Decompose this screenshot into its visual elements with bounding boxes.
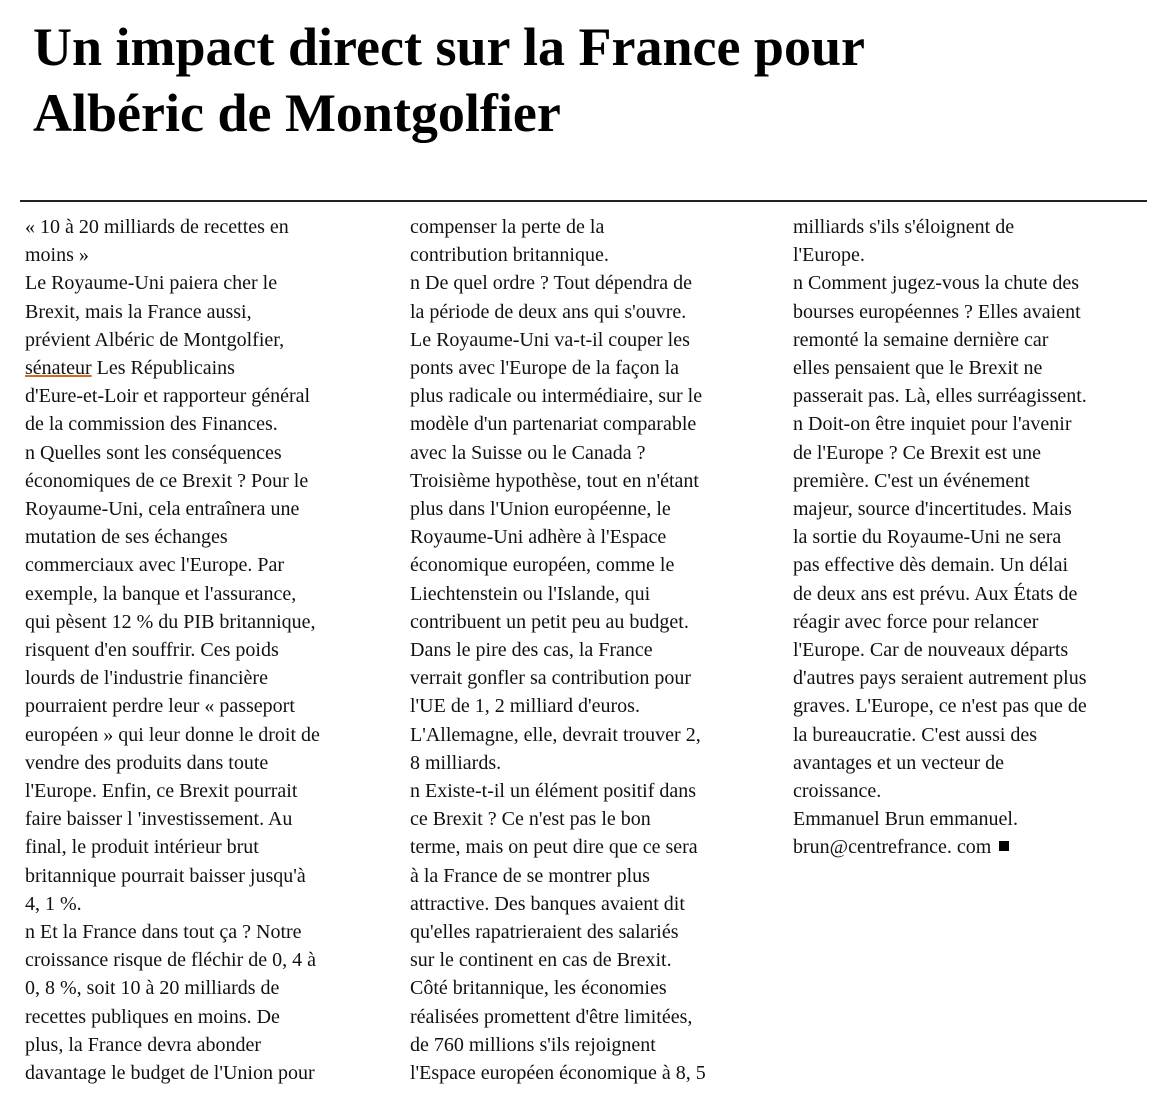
- text-line: croissance.: [793, 780, 882, 803]
- end-of-article-square-icon: [999, 841, 1009, 851]
- text-line: n Existe-t-il un élément positif dans: [410, 780, 697, 803]
- text-line: graves. L'Europe, ce n'est pas que de: [793, 695, 1087, 718]
- text-line: elles pensaient que le Brexit ne: [793, 357, 1043, 380]
- text-line: ponts avec l'Europe de la façon la: [410, 357, 680, 380]
- text-line: avantages et un vecteur de: [793, 751, 1005, 774]
- text-line: commerciaux avec l'Europe. Par: [25, 554, 285, 577]
- text-line: n Quelles sont les conséquences: [25, 441, 282, 464]
- text-line: moins »: [25, 244, 89, 267]
- text-line: croissance risque de fléchir de 0, 4 à: [25, 949, 316, 972]
- text-line: d'autres pays seraient autrement plus: [793, 667, 1087, 690]
- headline-line-1: Un impact direct sur la France pour: [33, 17, 865, 77]
- text-line: plus radicale ou intermédiaire, sur le: [410, 385, 703, 408]
- text-line: davantage le budget de l'Union pour: [25, 1062, 315, 1085]
- text-line: britannique pourrait baisser jusqu'à: [25, 864, 306, 887]
- text-line: Royaume-Uni adhère à l'Espace: [410, 526, 667, 549]
- text-line: 4, 1 %.: [25, 892, 82, 915]
- text-line: Royaume-Uni, cela entraînera une: [25, 498, 300, 521]
- text-line: milliards s'ils s'éloignent de: [793, 216, 1015, 238]
- text-line: l'Europe. Enfin, ce Brexit pourrait: [25, 780, 298, 803]
- text-line: prévient Albéric de Montgolfier,: [25, 328, 285, 351]
- text-line: Dans le pire des cas, la France: [410, 639, 653, 662]
- text-line: verrait gonfler sa contribution pour: [410, 667, 692, 690]
- text-line: mutation de ses échanges: [25, 526, 228, 549]
- text-line: plus dans l'Union européenne, le: [410, 498, 671, 521]
- text-line: Brexit, mais la France aussi,: [25, 300, 252, 323]
- text-line: l'Espace européen économique à 8, 5: [410, 1062, 706, 1085]
- text-line: passerait pas. Là, elles surréagissent.: [793, 385, 1087, 408]
- text-line: [25, 354, 385, 382]
- text-line: majeur, source d'incertitudes. Mais: [793, 498, 1072, 521]
- text-line: recettes publiques en moins. De: [25, 1005, 280, 1028]
- text-line: sur le continent en cas de Brexit.: [410, 949, 672, 972]
- article-headline: [33, 14, 1143, 146]
- text-line: exemple, la banque et l'assurance,: [25, 582, 297, 605]
- text-line: attractive. Des banques avaient dit: [410, 892, 685, 915]
- text-line: Le Royaume-Uni va-t-il couper les: [410, 328, 690, 351]
- text-line: brun@centrefrance. com: [793, 833, 1148, 861]
- text-line: 0, 8 %, soit 10 à 20 milliards de: [25, 977, 280, 1000]
- text-line: économique européen, comme le: [410, 554, 675, 577]
- text-line: bourses européennes ? Elles avaient: [793, 300, 1081, 323]
- text-line: remonté la semaine dernière car: [793, 328, 1049, 351]
- text-line: réalisées promettent d'être limitées,: [410, 1005, 693, 1028]
- text-line: modèle d'un partenariat comparable: [410, 413, 697, 436]
- text-line: n Comment jugez-vous la chute des: [793, 272, 1080, 295]
- text-line: Côté britannique, les économies: [410, 977, 667, 1000]
- article-column-3: [793, 213, 1148, 862]
- text-line: Le Royaume-Uni paiera cher le: [25, 272, 278, 295]
- text-line: économiques de ce Brexit ? Pour le: [25, 469, 309, 492]
- text-line: vendre des produits dans toute: [25, 751, 269, 774]
- text-line: contribution britannique.: [410, 244, 609, 267]
- highlighted-word: sénateur: [25, 357, 92, 380]
- text-line: d'Eure-et-Loir et rapporteur général: [25, 385, 311, 408]
- text-line: première. C'est un événement: [793, 469, 1030, 492]
- text-line: qu'elles rapatrieraient des salariés: [410, 921, 679, 944]
- text-line: faire baisser l 'investissement. Au: [25, 808, 293, 831]
- text-line: « 10 à 20 milliards de recettes en: [25, 216, 289, 238]
- text-line: pourraient perdre leur « passeport: [25, 695, 295, 718]
- text-line: la bureaucratie. C'est aussi des: [793, 723, 1038, 746]
- text-line: ce Brexit ? Ce n'est pas le bon: [410, 808, 651, 831]
- text-line: l'Europe. Car de nouveaux départs: [793, 639, 1069, 662]
- text-line: de l'Europe ? Ce Brexit est une: [793, 441, 1041, 464]
- text-line: lourds de l'industrie financière: [25, 667, 268, 690]
- text-line: final, le produit intérieur brut: [25, 836, 259, 859]
- text-line: de la commission des Finances.: [25, 413, 278, 436]
- text-line: qui pèsent 12 % du PIB britannique,: [25, 610, 316, 633]
- headline-line-2: Albéric de Montgolfier: [33, 83, 561, 143]
- text-line: de deux ans est prévu. Aux États de: [793, 582, 1078, 605]
- text-line: l'UE de 1, 2 milliard d'euros.: [410, 695, 640, 718]
- text-line: n Doit-on être inquiet pour l'avenir: [793, 413, 1072, 436]
- text-line: 8 milliards.: [410, 751, 502, 774]
- text-line: Emmanuel Brun emmanuel.: [793, 808, 1018, 831]
- text-line: la période de deux ans qui s'ouvre.: [410, 300, 687, 323]
- text-line: risquent d'en souffrir. Ces poids: [25, 639, 279, 662]
- article-column-1: [25, 213, 385, 1087]
- text-line: terme, mais on peut dire que ce sera: [410, 836, 698, 859]
- article-column-2: [410, 213, 770, 1087]
- text-line: Troisième hypothèse, tout en n'étant: [410, 469, 699, 492]
- headline-divider: [20, 200, 1147, 202]
- text-line: L'Allemagne, elle, devrait trouver 2,: [410, 723, 701, 746]
- text-line: européen » qui leur donne le droit de: [25, 723, 320, 746]
- text-line: contribuent un petit peu au budget.: [410, 610, 689, 633]
- text-line: Liechtenstein ou l'Islande, qui: [410, 582, 651, 605]
- text-line: l'Europe.: [793, 244, 865, 267]
- text-line: de 760 millions s'ils rejoignent: [410, 1033, 656, 1056]
- text-line: compenser la perte de la: [410, 216, 605, 238]
- text-line: n De quel ordre ? Tout dépendra de: [410, 272, 693, 295]
- text-line: à la France de se montrer plus: [410, 864, 650, 887]
- text-line: plus, la France devra abonder: [25, 1033, 262, 1056]
- text-line: pas effective dès demain. Un délai: [793, 554, 1069, 577]
- text-line: avec la Suisse ou le Canada ?: [410, 441, 646, 464]
- text-line: réagir avec force pour relancer: [793, 610, 1039, 633]
- text-fragment: Les Républicains: [91, 357, 235, 380]
- text-line: n Et la France dans tout ça ? Notre: [25, 921, 302, 944]
- text-line: la sortie du Royaume-Uni ne sera: [793, 526, 1062, 549]
